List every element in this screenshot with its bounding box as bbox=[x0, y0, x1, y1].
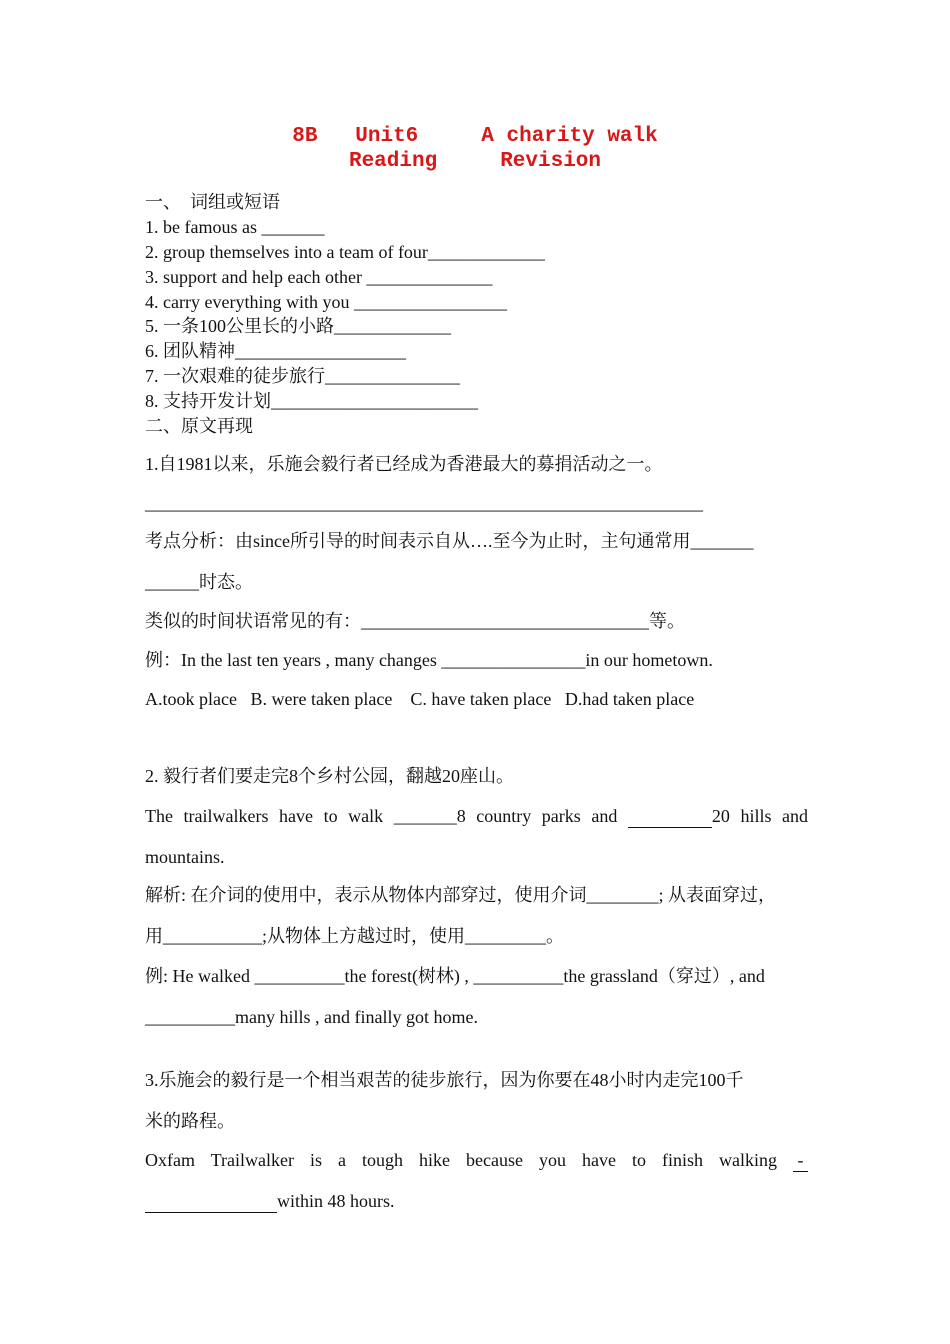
title-line-2: Reading Revision bbox=[348, 150, 602, 173]
q3-sentence-a: Oxfam Trailwalker is a tough hike because you have to finish walking bbox=[145, 1150, 777, 1170]
q3-sentence-line-1 bbox=[145, 1149, 808, 1172]
q2-bold-blank bbox=[628, 805, 712, 828]
phrase-item-8: 8. 支持开发计划_______________________ bbox=[145, 391, 478, 411]
q2-analysis-1: 解析: 在介词的使用中，表示从物体内部穿过，使用介词________; 从表面穿过， bbox=[145, 885, 776, 905]
q1-analysis-1: 考点分析：由since所引导的时间表示自从….至今为止时，主句通常用_______ bbox=[145, 531, 754, 551]
section1-heading: 一、 词组或短语 bbox=[145, 192, 280, 212]
q2-example-2: __________many hills , and finally got home. bbox=[145, 1007, 478, 1027]
q3-blank-dash: - bbox=[793, 1150, 808, 1170]
phrase-item-5: 5. 一条100公里长的小路_____________ bbox=[145, 316, 451, 336]
phrase-item-6: 6. 团队精神___________________ bbox=[145, 341, 406, 361]
q1-prompt: 1.自1981以来，乐施会毅行者已经成为香港最大的募捐活动之一。 bbox=[145, 454, 663, 474]
phrase-item-2: 2. group themselves into a team of four_____________ bbox=[145, 242, 545, 262]
title-line-1: 8B Unit6 A charity walk bbox=[292, 125, 658, 148]
phrase-item-3: 3. support and help each other ______________ bbox=[145, 267, 493, 287]
q1-example: 例：In the last ten years , many changes ________________in our hometown. bbox=[145, 650, 713, 670]
phrase-item-4: 4. carry everything with you _________________ bbox=[145, 292, 507, 312]
q1-analysis-2: ______时态。 bbox=[145, 572, 253, 592]
section2-heading: 二、原文再现 bbox=[145, 416, 253, 436]
q3-bold-blank bbox=[145, 1190, 277, 1213]
q1-options: A.took place B. were taken place C. have taken place D.had taken place bbox=[145, 689, 695, 709]
q2-sentence-line-1 bbox=[145, 805, 808, 828]
phrase-item-7: 7. 一次艰难的徒步旅行_______________ bbox=[145, 366, 460, 386]
phrase-item-1: 1. be famous as _______ bbox=[145, 217, 325, 237]
q3-prompt-1: 3.乐施会的毅行是一个相当艰苦的徒步旅行，因为你要在48小时内走完100千 bbox=[145, 1070, 744, 1090]
q3-prompt-2: 米的路程。 bbox=[145, 1111, 235, 1131]
q2-prompt: 2. 毅行者们要走完8个乡村公园，翻越20座山。 bbox=[145, 766, 514, 786]
q1-answer-line: ______________________________________________________________ bbox=[145, 493, 703, 513]
q1-similar: 类似的时间状语常见的有：________________________________等。 bbox=[145, 611, 685, 631]
q2-analysis-2: 用___________;从物体上方越过时，使用_________。 bbox=[145, 926, 564, 946]
q2-sentence-line-2: mountains. bbox=[145, 847, 225, 867]
q3-sentence-b: within 48 hours. bbox=[277, 1191, 395, 1211]
q2-sentence-b: 20 hills and bbox=[711, 806, 808, 826]
q3-sentence-line-2 bbox=[145, 1190, 395, 1213]
q2-sentence-a: The trailwalkers have to walk _______8 country parks and bbox=[145, 806, 618, 826]
q2-example-1: 例: He walked __________the forest(树林) , __________the grassland（穿过）, and bbox=[145, 966, 765, 986]
